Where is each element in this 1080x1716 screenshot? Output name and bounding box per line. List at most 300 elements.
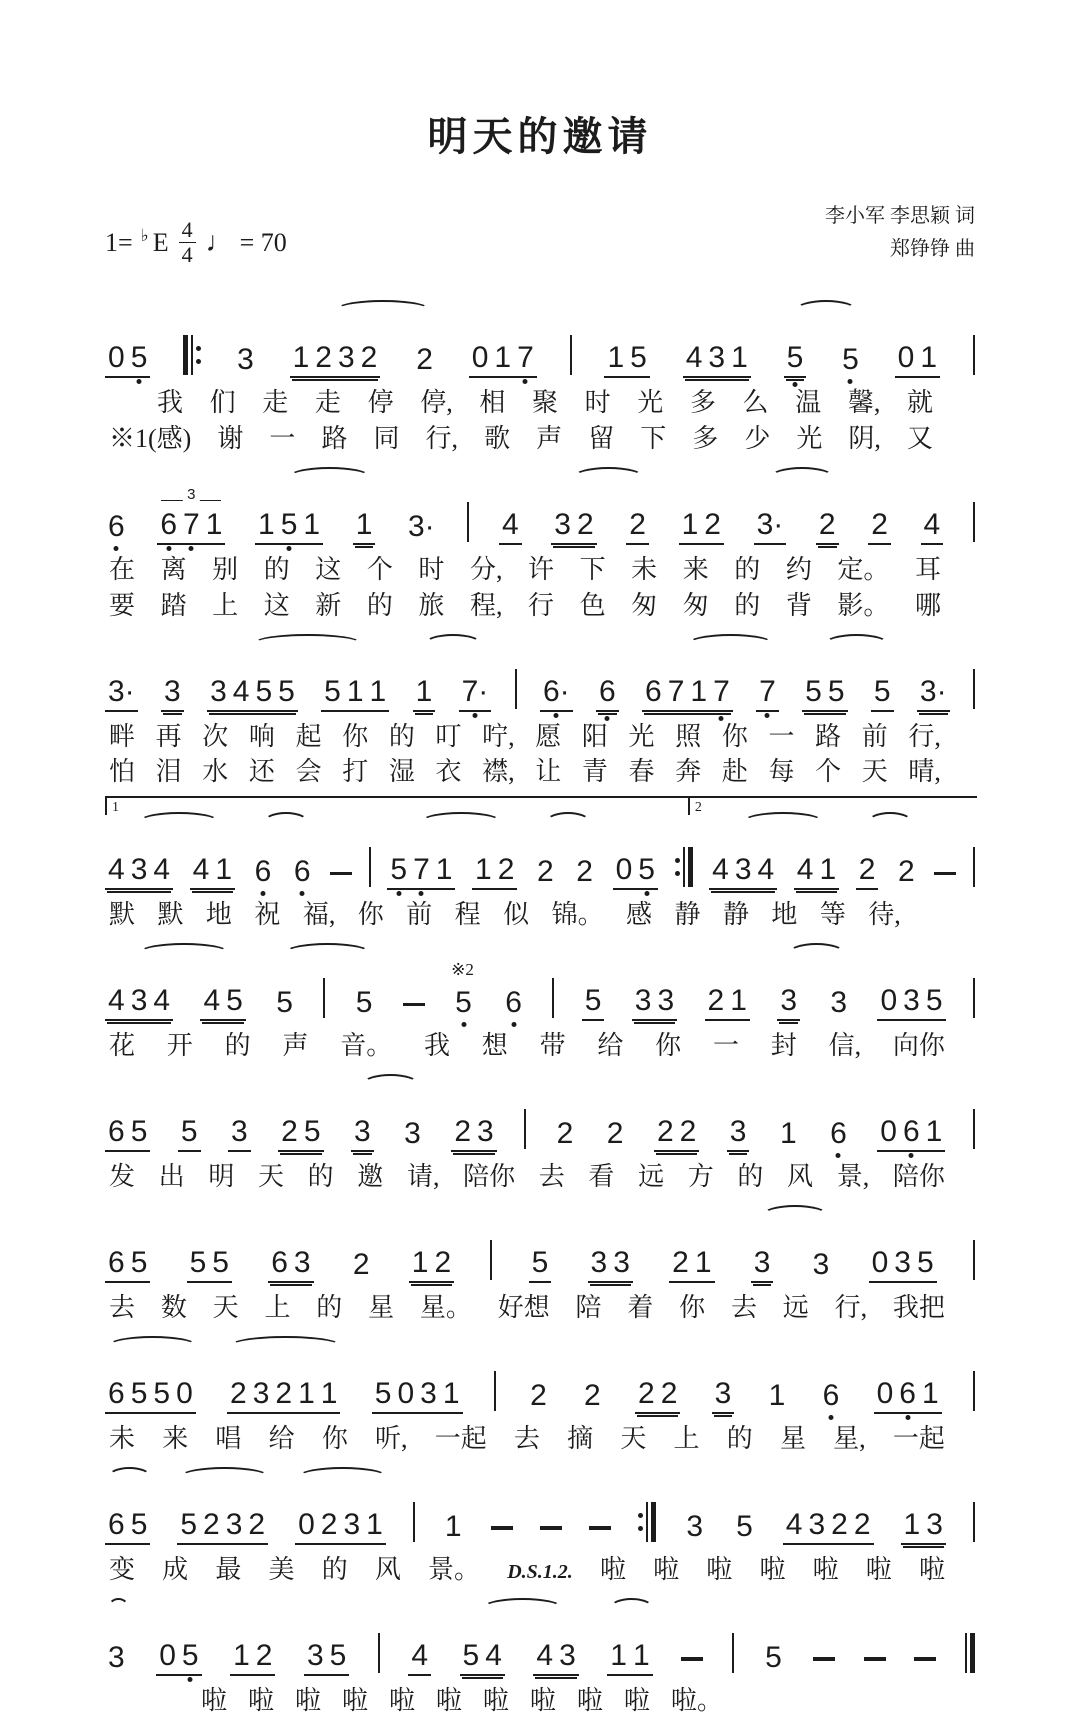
- lyric-syllable: 出: [158, 1162, 185, 1192]
- slur-arc: [771, 467, 833, 486]
- lyric-syllable: 声: [536, 423, 563, 453]
- begin-repeat-barline: [183, 335, 201, 375]
- lyric-syllable: 信,: [828, 1031, 862, 1061]
- note-digit: 6: [505, 986, 522, 1020]
- note-group: [255, 507, 323, 545]
- barline: [973, 978, 975, 1018]
- lyric-syllable: 水: [202, 757, 229, 787]
- note-digit: 4: [153, 853, 171, 887]
- note-digit: 1: [355, 507, 373, 541]
- lyric-row: [105, 555, 975, 585]
- note-digit: 4: [411, 1638, 428, 1672]
- note-digit: 0: [880, 984, 898, 1018]
- note-digit: 5: [278, 674, 295, 708]
- note-group: [751, 1248, 774, 1283]
- note-group: [157, 485, 225, 545]
- lyric-syllable: 别: [212, 554, 239, 584]
- lyric-syllable: 啦: [341, 1685, 368, 1715]
- lyric-syllable: 分,: [469, 554, 503, 584]
- lyric-syllable: 咛,: [482, 721, 515, 751]
- bar-thin-line: [973, 1109, 975, 1149]
- repeat-dot: [196, 359, 201, 364]
- note-group: [451, 1117, 496, 1152]
- notes-row: [105, 630, 975, 712]
- lyric-syllable: 阴,: [848, 423, 881, 453]
- note-digit: 1: [779, 1117, 797, 1151]
- bar-thin-line: [965, 1633, 967, 1673]
- lyric-syllable: 啦: [435, 1685, 462, 1715]
- note-digit: 5: [736, 1509, 753, 1543]
- bar-thin-line: [323, 978, 325, 1018]
- bar-thin-line: [494, 1371, 496, 1411]
- notes-row: [105, 1463, 975, 1545]
- lyric-syllable: 泪: [155, 757, 182, 787]
- note-digit: 5: [329, 1638, 347, 1672]
- end-repeat-barline: [638, 1502, 656, 1542]
- barline: [490, 1240, 492, 1280]
- note-group: [105, 1117, 150, 1152]
- note-group: [156, 1638, 201, 1676]
- note-digit: 2: [656, 1115, 674, 1149]
- lyric-syllable: 上: [264, 1293, 291, 1323]
- note-digit: 7: [759, 674, 776, 708]
- duration-dash: [813, 1657, 835, 1661]
- music-system: [105, 630, 975, 788]
- lyric-syllable: 默: [109, 900, 136, 930]
- lyric-syllable: 踏: [160, 590, 187, 620]
- note-group: [733, 1509, 756, 1545]
- note-group: [387, 855, 455, 890]
- tempo-value: = 70: [239, 227, 287, 257]
- lyric-syllable: 定。: [837, 554, 890, 584]
- note-group: [187, 1248, 232, 1283]
- note-digit: 1: [610, 1638, 627, 1672]
- lyric-syllable: 给: [268, 1423, 295, 1453]
- duration-dash: [403, 1003, 425, 1007]
- lyric-syllable: 晴,: [908, 757, 941, 787]
- note-group: [413, 345, 436, 378]
- note-digit: 5: [355, 986, 373, 1020]
- lyric-syllable: 上: [673, 1423, 700, 1453]
- lyric-syllable: 前: [406, 900, 433, 930]
- lyric-syllable: 起: [295, 721, 322, 751]
- note-digit: 2: [230, 1376, 247, 1410]
- note-digit: 6: [160, 507, 177, 541]
- lyric-syllable: 我: [157, 388, 184, 417]
- lyric-syllable: 等: [819, 900, 846, 930]
- note-digit: 3: [306, 1638, 324, 1672]
- lyric-syllable: 照: [675, 721, 702, 751]
- lyric-syllable: 停,: [420, 388, 453, 417]
- lyric-syllable: 次: [202, 721, 229, 751]
- lyric-syllable: 唱: [215, 1423, 242, 1453]
- slur-arc: [868, 812, 912, 831]
- lyric-syllable: 好想: [497, 1293, 550, 1323]
- note-digit: 3: [734, 853, 752, 887]
- note-digit: 4: [108, 984, 125, 1018]
- note-digit: 4: [785, 1507, 803, 1541]
- note-digit: 1: [475, 853, 492, 887]
- music-system: [105, 939, 975, 1061]
- note-digit: 1: [694, 1246, 712, 1280]
- note-digit: 5: [462, 1638, 480, 1672]
- note-group: [766, 1378, 789, 1414]
- barline: [413, 1502, 415, 1542]
- dal-segno-marking: D.S.1.2.: [507, 1560, 573, 1583]
- note-group: [372, 1376, 463, 1414]
- note-group: [460, 1638, 505, 1676]
- music-system: [105, 1332, 975, 1454]
- note-digit: 3: [225, 1507, 243, 1541]
- lyric-syllable: 青: [581, 757, 608, 787]
- lyric-syllable: 光: [628, 721, 655, 751]
- lyric-syllable: 带: [539, 1031, 566, 1061]
- repeat-dot: [675, 858, 680, 863]
- lyric-syllable: 我把: [892, 1293, 945, 1323]
- lyric-syllable: 一: [768, 721, 795, 751]
- lyric-syllable: 默: [157, 900, 184, 930]
- composer-credit: 郑铮铮 曲: [890, 238, 975, 260]
- lyric-syllable: 天: [620, 1423, 647, 1453]
- lyric-syllable: 耳: [914, 554, 941, 584]
- lyric-syllable: 还: [248, 757, 275, 787]
- music-system: [105, 1201, 975, 1323]
- lyric-syllable: 色: [579, 590, 606, 620]
- duration-dash: [934, 872, 956, 876]
- lyric-syllable: ※1(感): [109, 423, 192, 453]
- note-group: [469, 343, 537, 378]
- note-digit: 4: [108, 853, 125, 887]
- barline: [973, 1502, 975, 1542]
- note-digit: 2: [203, 1507, 220, 1541]
- lyric-syllable: 向你: [892, 1031, 945, 1061]
- lyric-syllable: 待,: [868, 900, 901, 930]
- lyric-syllable: 想: [481, 1031, 508, 1061]
- note-group: [268, 1248, 313, 1283]
- note-digit: 1: [731, 341, 748, 374]
- lyric-syllable: 这: [263, 590, 290, 620]
- lyric-syllable: 啦: [653, 1554, 680, 1584]
- time-bottom: 4: [181, 242, 193, 267]
- note-group: [178, 1117, 201, 1152]
- lyric-syllable: 星: [779, 1423, 806, 1453]
- note-digit: 3: [753, 1246, 771, 1280]
- lyric-syllable: 啦: [865, 1554, 892, 1584]
- note-digit: 7: [517, 341, 534, 374]
- slur-arc: [289, 467, 370, 486]
- note-digit: 5: [630, 341, 647, 374]
- slur-arc: [688, 634, 773, 653]
- note-digit: 7: [667, 674, 685, 708]
- note-group: [409, 1248, 454, 1283]
- lyric-syllable: 上: [212, 590, 239, 620]
- bar-thin-line: [515, 669, 517, 709]
- lyric-row: [105, 722, 975, 752]
- note-digit: 0: [615, 853, 633, 887]
- note-digit: 5: [255, 674, 273, 708]
- lyric-syllable: 在: [109, 554, 136, 584]
- note-group: [554, 1119, 577, 1152]
- note-digit: 2: [255, 1638, 273, 1672]
- slur-arc: [108, 1467, 151, 1486]
- lyric-row: [105, 1293, 975, 1323]
- note-group: [683, 1509, 706, 1545]
- lyric-syllable: 路: [815, 721, 842, 751]
- note-group: [321, 674, 389, 712]
- note-digit: 3: [354, 1115, 371, 1149]
- triplet-number: 3: [183, 487, 199, 502]
- lyric-syllable: 你: [721, 721, 748, 751]
- note-group: [581, 1378, 604, 1414]
- barline: [570, 335, 572, 375]
- note-digit: 3: [337, 341, 355, 374]
- lyric-syllable: 襟,: [482, 757, 515, 787]
- note-digit: 5: [189, 1246, 207, 1280]
- slur-arc: [230, 1336, 341, 1355]
- bar-thin-line: [973, 1240, 975, 1280]
- credits: [825, 200, 975, 266]
- note-digit: 5: [531, 1246, 549, 1280]
- note-digit: 5: [324, 674, 341, 708]
- note-digit: 1: [920, 341, 938, 374]
- lyric-syllable: 地: [771, 900, 798, 930]
- note-group: [642, 674, 733, 712]
- slur-arc: [108, 1336, 197, 1355]
- note-group: [278, 1117, 323, 1152]
- note-group: [451, 960, 475, 1021]
- slur-arc: [336, 300, 430, 319]
- lyric-syllable: 影。: [837, 590, 890, 620]
- bar-thin-line: [490, 1240, 492, 1280]
- barline: [552, 978, 554, 1018]
- bar-thin-line: [369, 847, 371, 887]
- note-digit: 4: [192, 853, 210, 887]
- lyric-syllable: 让: [535, 757, 562, 787]
- note-digit: 2: [660, 1376, 678, 1410]
- note-group: [295, 1507, 386, 1545]
- lyric-syllable: 邀: [357, 1162, 384, 1192]
- note-digit: 2: [454, 1115, 471, 1149]
- note-group: [895, 343, 940, 378]
- lyric-syllable: 成: [162, 1554, 189, 1584]
- lyric-syllable: 聚: [531, 388, 558, 417]
- note-digit: 5: [130, 1507, 148, 1541]
- slur-arc: [253, 634, 363, 653]
- lyric-syllable: 陪你: [463, 1162, 516, 1192]
- note-digit: 2: [556, 1117, 574, 1151]
- note-group: [754, 507, 787, 545]
- lyric-syllable: 天: [257, 1162, 284, 1192]
- barline: [515, 669, 517, 709]
- note-digit: 3: [252, 1376, 270, 1410]
- notes-row: [105, 939, 975, 1021]
- note-digit: 5: [638, 853, 655, 887]
- lyric-syllable: 静: [722, 900, 749, 930]
- lyric-syllable: 走: [314, 388, 341, 417]
- note-digit: 3·: [919, 674, 947, 708]
- note-digit: 2: [853, 1507, 871, 1541]
- lyric-syllable: 给: [597, 1031, 624, 1061]
- lyric-row: [105, 757, 975, 787]
- note-digit: 3: [708, 341, 726, 374]
- note-group: [901, 1507, 946, 1545]
- note-group: [712, 1376, 735, 1414]
- note-digit: 4: [712, 853, 729, 887]
- slur-arc: [421, 812, 501, 831]
- lyric-syllable: 方: [687, 1162, 714, 1192]
- note-digit: 2: [537, 855, 554, 889]
- volta-number: 2: [694, 800, 702, 816]
- note-digit: 5: [130, 1376, 148, 1410]
- note-digit: 3: [926, 1507, 943, 1541]
- lyric-syllable: 的: [224, 1031, 251, 1061]
- note-group: [413, 674, 436, 712]
- lyric-syllable: 景。: [428, 1554, 481, 1584]
- note-group: [573, 857, 596, 890]
- note-digit: 0: [176, 1376, 193, 1410]
- note-group: [105, 1640, 128, 1676]
- lyric-syllable: 春: [628, 757, 655, 787]
- lyric-syllable: 星: [368, 1293, 395, 1323]
- lyric-syllable: 要: [109, 590, 136, 620]
- lyric-syllable: 愿: [535, 721, 562, 751]
- bar-thin-line: [683, 847, 685, 887]
- note-digit: 2: [434, 1246, 452, 1280]
- note-digit: 6·: [542, 674, 570, 708]
- note-digit: 2: [858, 853, 876, 887]
- slur-arc: [483, 1598, 562, 1617]
- lyric-syllable: 的: [734, 590, 761, 620]
- notes-row: [105, 796, 975, 890]
- note-group: [273, 988, 296, 1021]
- note-digit: 3: [657, 984, 675, 1018]
- note-group: [921, 507, 944, 545]
- slur-arc: [139, 812, 219, 831]
- lyric-row: [105, 424, 975, 454]
- note-digit: 4: [485, 1638, 502, 1672]
- lyric-syllable: 走: [262, 388, 289, 417]
- note-digit: 0: [876, 1376, 894, 1410]
- lyric-syllable: 行: [528, 590, 555, 620]
- note-digit: 5: [805, 674, 822, 708]
- note-digit: 0: [298, 1507, 315, 1541]
- lyric-syllable: 下: [579, 554, 606, 584]
- note-digit: 5: [226, 984, 243, 1018]
- note-digit: 2: [530, 1378, 547, 1412]
- repeat-dots: [196, 335, 201, 375]
- duration-dash: [330, 872, 352, 876]
- lyric-syllable: 行,: [834, 1293, 868, 1323]
- lyric-syllable: 奔: [675, 757, 702, 787]
- notes-row: [105, 1201, 975, 1283]
- lyric-syllable: 啦: [706, 1554, 733, 1584]
- note-digit: 2: [898, 855, 915, 889]
- lyric-syllable: 许: [528, 554, 555, 584]
- note-digit: 2: [315, 341, 332, 374]
- note-digit: 1: [366, 1507, 383, 1541]
- lyric-syllable: 看: [588, 1162, 615, 1192]
- note-group: [679, 507, 724, 545]
- lyric-syllable: 未: [631, 554, 658, 584]
- note-group: [794, 855, 839, 890]
- note-group: [534, 857, 557, 890]
- note-digit: 5: [130, 1246, 148, 1280]
- note-digit: 4: [757, 853, 775, 887]
- bar-thin-line: [552, 978, 554, 1018]
- note-digit: 1: [215, 853, 233, 887]
- note-digit: 1: [921, 1376, 939, 1410]
- note-group: [177, 1507, 268, 1545]
- note-group: [874, 1376, 942, 1414]
- note-digit: 6: [108, 509, 125, 543]
- lyric-syllable: 前: [861, 721, 888, 751]
- note-digit: 0: [397, 1376, 415, 1410]
- note-digit: 1: [346, 674, 364, 708]
- bar-thin-line: [973, 978, 975, 1018]
- note-group: [207, 674, 298, 712]
- lyric-syllable: 这: [315, 554, 342, 584]
- lyric-syllable: 祝: [254, 900, 281, 930]
- note-group: [827, 1119, 850, 1152]
- note-digit: 2: [831, 1507, 848, 1541]
- slur-arc: [763, 1205, 827, 1224]
- barline: [973, 335, 975, 375]
- note-group: [230, 1638, 275, 1676]
- lyric-syllable: 一: [269, 423, 296, 453]
- lyric-syllable: 时: [418, 554, 445, 584]
- note-digit: 3: [590, 1246, 608, 1280]
- note-digit: 5: [390, 853, 408, 887]
- note-group: [820, 1378, 843, 1414]
- note-group: [871, 674, 894, 712]
- lyric-syllable: 再: [155, 721, 182, 751]
- note-digit: 3: [343, 1507, 361, 1541]
- score: [105, 296, 975, 1716]
- barline: [467, 502, 469, 542]
- lyric-syllable: 你: [321, 1423, 348, 1453]
- lyric-syllable: 的: [316, 1293, 343, 1323]
- note-digit: 0: [871, 1246, 889, 1280]
- note-digit: 1: [233, 1638, 250, 1672]
- lyric-row: [105, 388, 975, 418]
- note-digit: 7·: [461, 674, 489, 708]
- note-group: [588, 1248, 633, 1283]
- barline: [973, 502, 975, 542]
- note-group: [869, 1248, 937, 1283]
- lyric-syllable: 请,: [406, 1162, 440, 1192]
- notes-row: [105, 296, 975, 378]
- music-system: [105, 796, 975, 930]
- lyric-syllable: 相: [479, 388, 506, 417]
- flat-sign: ♭: [140, 225, 149, 245]
- note-digit: 2: [320, 1507, 338, 1541]
- note-digit: 4: [232, 674, 250, 708]
- note-digit: 5: [916, 1246, 934, 1280]
- note-digit: 4: [501, 507, 519, 541]
- lyric-syllable: 锦。: [551, 900, 604, 930]
- note-digit: 3·: [756, 507, 784, 541]
- lyric-syllable: 音。: [340, 1031, 393, 1061]
- barline: [973, 1109, 975, 1149]
- lyric-syllable: 美: [268, 1554, 295, 1584]
- note-group: [582, 986, 605, 1021]
- lyric-syllable: 多: [692, 423, 719, 453]
- note-group: [877, 1117, 945, 1152]
- note-group: [502, 988, 525, 1021]
- note-digit: 5: [212, 1246, 229, 1280]
- lyric-syllable: 啦: [529, 1685, 556, 1715]
- note-digit: 7: [413, 853, 430, 887]
